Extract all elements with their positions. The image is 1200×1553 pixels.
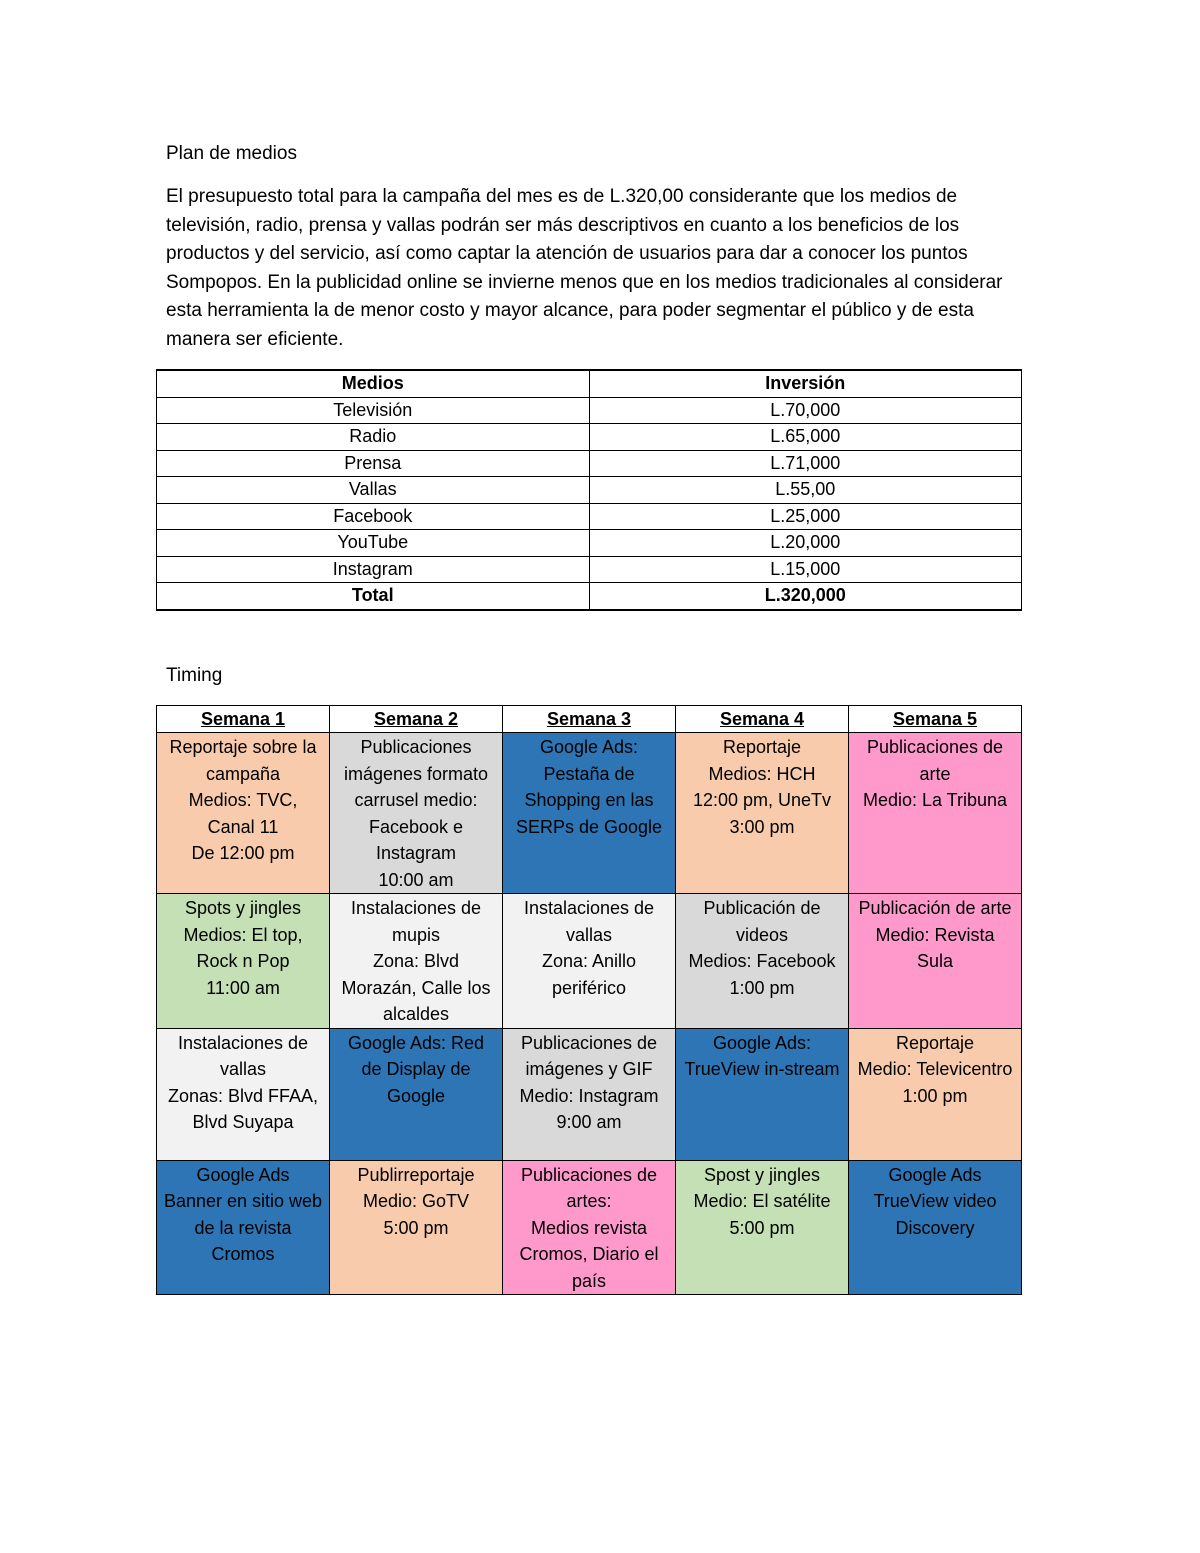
budget-medio: Instagram [157, 556, 590, 583]
budget-total-value: L.320,000 [589, 583, 1022, 610]
table-row [157, 530, 1022, 557]
budget-header-medios: Medios [157, 370, 590, 397]
schedule-cell: Spost y jingles Medio: El satélite 5:00 pm [676, 1160, 849, 1295]
schedule-cell: Spots y jingles Medios: El top, Rock n Pop 11:00 am [157, 894, 330, 1029]
schedule-cell: Instalaciones de mupis Zona: Blvd Morazán, Calle los alcaldes [330, 894, 503, 1029]
table-row [157, 503, 1022, 530]
budget-total-row [157, 583, 1022, 610]
timing-header-row [157, 706, 1022, 733]
budget-inversion: L.55,00 [589, 477, 1022, 504]
timing-table [156, 705, 1022, 1295]
schedule-cell: Google Ads TrueView video Discovery [849, 1160, 1022, 1295]
budget-inversion: L.20,000 [589, 530, 1022, 557]
budget-total-label: Total [157, 583, 590, 610]
schedule-cell: Reportaje Medios: HCH 12:00 pm, UneTv 3:00 pm [676, 733, 849, 894]
schedule-cell: Instalaciones de vallas Zonas: Blvd FFAA, Blvd Suyapa [157, 1028, 330, 1160]
week-header: Semana 3 [503, 706, 676, 733]
week-header: Semana 1 [157, 706, 330, 733]
budget-table [156, 369, 1022, 611]
table-row [157, 1028, 1022, 1160]
budget-inversion: L.65,000 [589, 424, 1022, 451]
schedule-cell: Google Ads: Pestaña de Shopping en las SERPs de Google [503, 733, 676, 894]
schedule-cell: Google Ads: TrueView in-stream [676, 1028, 849, 1160]
schedule-cell: Publicaciones de artes: Medios revista Cromos, Diario el país [503, 1160, 676, 1295]
week-header: Semana 2 [330, 706, 503, 733]
budget-medio: Facebook [157, 503, 590, 530]
table-row [157, 397, 1022, 424]
schedule-cell: Publicación de arte Medio: Revista Sula [849, 894, 1022, 1029]
table-row [157, 894, 1022, 1029]
page-title: Plan de medios [166, 143, 297, 164]
budget-header-inversion: Inversión [589, 370, 1022, 397]
schedule-cell: Google Ads Banner en sitio web de la revista Cromos [157, 1160, 330, 1295]
schedule-cell: Publicación de videos Medios: Facebook 1:00 pm [676, 894, 849, 1029]
table-row [157, 733, 1022, 894]
week-header: Semana 4 [676, 706, 849, 733]
table-row [157, 477, 1022, 504]
week-header: Semana 5 [849, 706, 1022, 733]
budget-medio: Prensa [157, 450, 590, 477]
schedule-cell: Reportaje Medio: Televicentro 1:00 pm [849, 1028, 1022, 1160]
schedule-cell: Instalaciones de vallas Zona: Anillo periférico [503, 894, 676, 1029]
table-row [157, 450, 1022, 477]
schedule-cell: Publicaciones imágenes formato carrusel medio: Facebook e Instagram 10:00 am [330, 733, 503, 894]
budget-medio: Vallas [157, 477, 590, 504]
budget-medio: Televisión [157, 397, 590, 424]
timing-heading: Timing [166, 665, 223, 686]
schedule-cell: Publirreportaje Medio: GoTV 5:00 pm [330, 1160, 503, 1295]
schedule-cell: Google Ads: Red de Display de Google [330, 1028, 503, 1160]
intro-paragraph: El presupuesto total para la campaña del mes es de L.320,00 considerante que los medios de televisión, radio, prensa y vallas podrán ser más descriptivos en cuanto a los beneficios de los productos y del servicio, así como captar la atención de usuarios para dar a conocer los puntos Sompopos. En la publicidad online se invierne menos que en los medios tradicionales al considerar esta herramienta la de menor costo y mayor alcance, para poder segmentar el público y de esta manera ser eficiente. [166, 186, 1003, 350]
schedule-cell: Reportaje sobre la campaña Medios: TVC, Canal 11 De 12:00 pm [157, 733, 330, 894]
budget-inversion: L.15,000 [589, 556, 1022, 583]
schedule-cell: Publicaciones de arte Medio: La Tribuna [849, 733, 1022, 894]
budget-medio: Radio [157, 424, 590, 451]
table-row [157, 424, 1022, 451]
table-row [157, 556, 1022, 583]
budget-inversion: L.70,000 [589, 397, 1022, 424]
budget-inversion: L.25,000 [589, 503, 1022, 530]
budget-header-row [157, 370, 1022, 397]
table-row [157, 1160, 1022, 1295]
budget-inversion: L.71,000 [589, 450, 1022, 477]
budget-medio: YouTube [157, 530, 590, 557]
schedule-cell: Publicaciones de imágenes y GIF Medio: Instagram 9:00 am [503, 1028, 676, 1160]
